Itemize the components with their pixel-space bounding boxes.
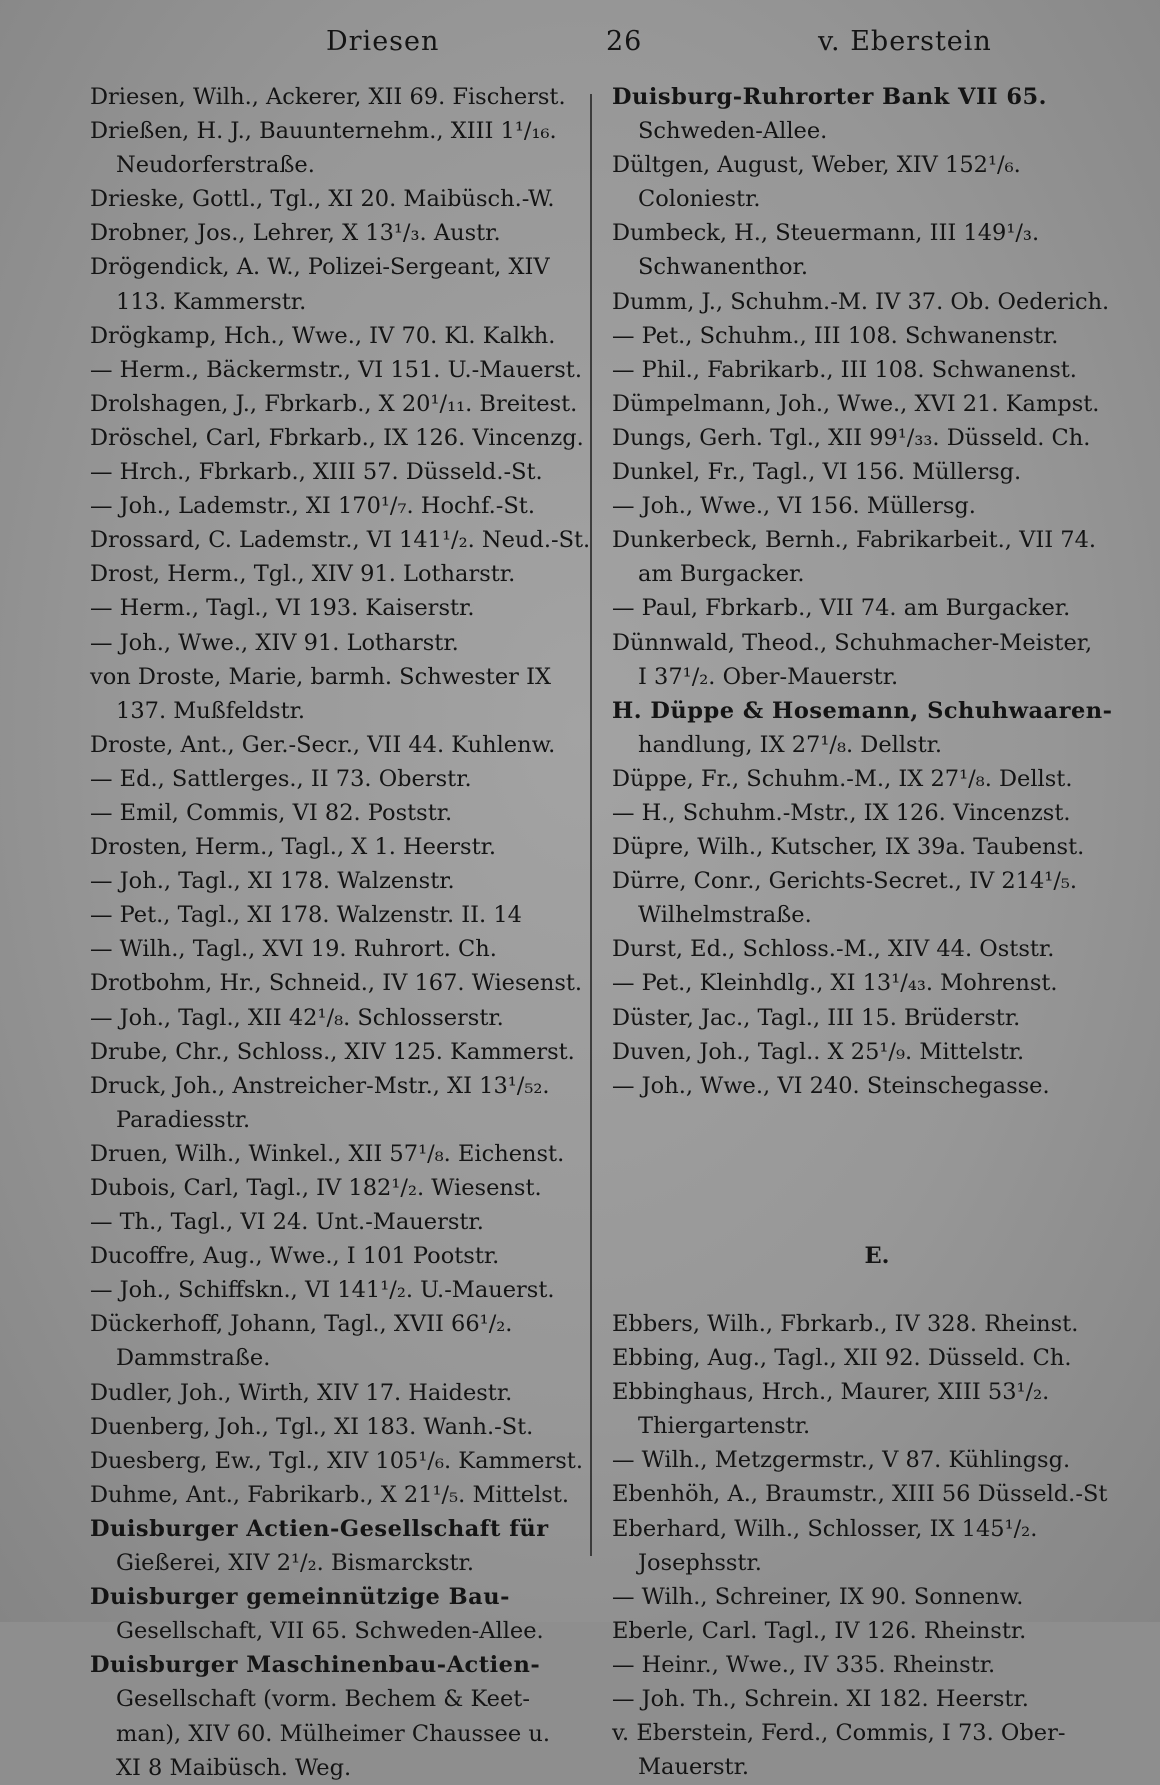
directory-entry-line: Drosten, Herm., Tagl., X 1. Heerstr. [90,834,497,861]
directory-entry-line: Drögendick, A. W., Polizei-Sergeant, XIV [90,254,550,281]
directory-entry-line: Gesellschaft, VII 65. Schweden-Allee. [116,1618,544,1645]
directory-entry-line: — Joh., Schiffskn., VI 141¹/₂. U.-Mauerst. [90,1277,555,1304]
directory-entry-line: Dumm, J., Schuhm.-M. IV 37. Ob. Oederich. [612,288,1110,315]
directory-entry-line: — Joh., Wwe., VI 156. Müllersg. [612,493,976,520]
directory-entry-line: am Burgacker. [638,561,805,588]
directory-entry-line: Dubois, Carl, Tagl., IV 182¹/₂. Wiesenst. [90,1175,542,1201]
directory-entry-line: Gießerei, XIV 2¹/₂. Bismarckstr. [116,1550,474,1577]
directory-entry-line: Duhme, Ant., Fabrikarb., X 21¹/₅. Mittelst. [90,1481,570,1508]
directory-entry-line: Drobner, Jos., Lehrer, X 13¹/₃. Austr. [90,220,501,247]
directory-entry-line: Ebbers, Wilh., Fbrkarb., IV 328. Rheinst. [612,1311,1079,1337]
directory-entry-line: Ducoffre, Aug., Wwe., I 101 Pootstr. [90,1243,500,1270]
section-gap [612,1103,1142,1239]
directory-entry-line: — Th., Tagl., VI 24. Unt.-Mauerstr. [90,1209,484,1236]
directory-entry-line: — Hrch., Fbrkarb., XIII 57. Düsseld.-St. [90,459,543,486]
directory-entry-line: — Phil., Fabrikarb., III 108. Schwanenst. [612,356,1077,383]
directory-entry-line: H. Düppe & Hosemann, Schuhwaaren- [612,697,1113,724]
directory-entry-line: Drotbohm, Hr., Schneid., IV 167. Wiesenst. [90,970,583,997]
directory-entry-line: Duesberg, Ew., Tgl., XIV 105¹/₆. Kammerst. [90,1447,583,1474]
directory-entry-line: handlung, IX 27¹/₈. Dellstr. [638,731,943,758]
section-heading: E. [864,1242,890,1269]
directory-entry-line: Dückerhoff, Johann, Tagl., XVII 66¹/₂. [90,1311,513,1338]
directory-entry-line: — Paul, Fbrkarb., VII 74. am Burgacker. [612,595,1071,622]
directory-entry-line: Dröschel, Carl, Fbrkarb., IX 126. Vincenzg. [90,424,584,451]
directory-entry-line: Düster, Jac., Tagl., III 15. Brüderstr. [612,1004,1021,1031]
directory-entry-line: — Pet., Tagl., XI 178. Walzenstr. II. 14 [90,902,522,929]
page-header [0,26,1160,66]
directory-entry-line: Eberle, Carl. Tagl., IV 126. Rheinstr. [612,1617,1027,1644]
directory-entry-line: Dudler, Joh., Wirth, XIV 17. Haidestr. [90,1379,513,1406]
right-column [612,80,1142,1784]
directory-entry-line: Dunkel, Fr., Tagl., VI 156. Müllersg. [612,459,1022,486]
directory-entry-line: Driesen, Wilh., Ackerer, XII 69. Fischerst. [90,84,566,110]
directory-entry-line: Düpre, Wilh., Kutscher, IX 39a. Taubenst. [612,834,1085,861]
directory-entry-line: Schweden-Allee. [638,118,828,145]
header-right-catchword: v. Eberstein [818,26,992,57]
directory-entry-line: Duisburger gemeinnützige Bau- [90,1584,510,1611]
directory-entry-line: — Wilh., Metzgermstr., V 87. Kühlingsg. [612,1447,1071,1474]
directory-entry-line: Druck, Joh., Anstreicher-Mstr., XI 13¹/₅₂. [90,1072,550,1099]
directory-entry-line: XI 8 Maibüsch. Weg. [116,1754,352,1781]
left-column [90,80,605,1785]
directory-entry-line: 113. Kammerstr. [116,288,307,315]
directory-entry-line: — Wilh., Tagl., XVI 19. Ruhrort. Ch. [90,936,497,963]
directory-entry-line: — Joh., Lademstr., XI 170¹/₇. Hochf.-St. [90,493,535,520]
directory-entry-line: Dungs, Gerh. Tgl., XII 99¹/₃₃. Düsseld. Ch. [612,424,1091,451]
directory-entry-line: Paradiesstr. [116,1106,251,1133]
directory-entry-line: — H., Schuhm.-Mstr., IX 126. Vincenzst. [612,799,1071,826]
directory-entry-line: — Herm., Bäckermstr., VI 151. U.-Mauerst. [90,356,583,383]
directory-entry-line: Durst, Ed., Schloss.-M., XIV 44. Oststr. [612,936,1055,963]
directory-entry-line: Dünnwald, Theod., Schuhmacher-Meister, [612,629,1093,656]
directory-entry-line: Droste, Ant., Ger.-Secr., VII 44. Kuhlenw. [90,731,556,758]
directory-entry-line: man), XIV 60. Mülheimer Chaussee u. [116,1720,550,1747]
directory-entry-line: — Joh., Tagl., XII 42¹/₈. Schlosserstr. [90,1004,504,1031]
directory-entry-line: — Emil, Commis, VI 82. Poststr. [90,799,453,826]
directory-entry-line: — Wilh., Schreiner, IX 90. Sonnenw. [612,1583,1024,1610]
directory-entry-line: Drost, Herm., Tgl., XIV 91. Lotharstr. [90,561,516,588]
directory-entry-line: Drolshagen, J., Fbrkarb., X 20¹/₁₁. Breitest. [90,390,578,417]
directory-entry-line: Ebbing, Aug., Tagl., XII 92. Düsseld. Ch. [612,1345,1072,1372]
directory-entry-line: Düppe, Fr., Schuhm.-M., IX 27¹/₈. Dellst. [612,765,1073,792]
directory-entry-line: — Joh. Th., Schrein. XI 182. Heerstr. [612,1686,1029,1713]
directory-entry-line: Dumbeck, H., Steuermann, III 149¹/₃. [612,220,1040,247]
directory-entry-line: Drögkamp, Hch., Wwe., IV 70. Kl. Kalkh. [90,322,556,349]
directory-entry-line: Drube, Chr., Schloss., XIV 125. Kammerst. [90,1038,575,1065]
directory-entry-line: Josephsstr. [638,1549,762,1576]
directory-entry-line: Mauerstr. [638,1754,750,1781]
directory-entry-line: Duven, Joh., Tagl.. X 25¹/₉. Mittelstr. [612,1038,1025,1065]
directory-entry-line: von Droste, Marie, barmh. Schwester IX [90,663,551,690]
directory-entry-line [612,1273,1142,1307]
directory-entry-line: Wilhelmstraße. [638,902,812,929]
directory-entry-line: Duisburg-Ruhrorter Bank VII 65. [612,84,1047,110]
header-left-catchword: Driesen [326,26,440,57]
directory-entry-line: Dammstraße. [116,1345,271,1372]
directory-entry-line: Drießen, H. J., Bauunternehm., XIII 1¹/₁₆. [90,118,557,145]
directory-entry-line: Eberhard, Wilh., Schlosser, IX 145¹/₂. [612,1515,1038,1542]
directory-entry-line: Drossard, C. Lademstr., VI 141¹/₂. Neud.-St. [90,527,591,554]
directory-entry-line: Thiergartenstr. [638,1413,811,1440]
directory-entry-line: Duenberg, Joh., Tgl., XI 183. Wanh.-St. [90,1413,534,1440]
directory-entry-line: I 37¹/₂. Ober-Mauerstr. [638,663,899,690]
directory-entry-line: — Pet., Schuhm., III 108. Schwanenstr. [612,322,1059,349]
directory-entry-line: Dültgen, August, Weber, XIV 152¹/₆. [612,152,1021,179]
directory-entry-line: Drieske, Gottl., Tgl., XI 20. Maibüsch.-W. [90,186,555,213]
directory-entry-line: Ebenhöh, A., Braumstr., XIII 56 Düsseld.-St [612,1481,1108,1508]
directory-entry-line: — Joh., Wwe., XIV 91. Lotharstr. [90,629,459,656]
directory-entry-line: — Heinr., Wwe., IV 335. Rheinstr. [612,1651,996,1678]
directory-entry-line: — Herm., Tagl., VI 193. Kaiserstr. [90,595,475,622]
directory-entry-line: v. Eberstein, Ferd., Commis, I 73. Ober- [612,1720,1066,1747]
directory-entry-line: — Joh., Tagl., XI 178. Walzenstr. [90,868,455,895]
directory-entry-line: — Pet., Kleinhdlg., XI 13¹/₄₃. Mohrenst. [612,970,1058,997]
directory-entry-line: — Ed., Sattlerges., II 73. Oberstr. [90,765,472,792]
directory-entry-line: Dürre, Conr., Gerichts-Secret., IV 214¹/₅. [612,868,1078,895]
directory-entry-line: Coloniestr. [638,186,761,213]
directory-entry-line: Dümpelmann, Joh., Wwe., XVI 21. Kampst. [612,390,1100,417]
directory-entry-line: — Joh., Wwe., VI 240. Steinschegasse. [612,1072,1050,1099]
directory-entry-line: Schwanenthor. [638,254,808,281]
page-number: 26 [606,26,643,57]
directory-entry-line: Druen, Wilh., Winkel., XII 57¹/₈. Eichenst. [90,1140,565,1167]
directory-entry-line: 137. Mußfeldstr. [116,697,306,724]
directory-entry-line: Duisburger Actien-Gesellschaft für [90,1515,549,1542]
directory-entry-line: Neudorferstraße. [116,152,315,179]
directory-entry-line: Ebbinghaus, Hrch., Maurer, XIII 53¹/₂. [612,1379,1050,1406]
directory-entry-line: Duisburger Maschinenbau-Actien- [90,1652,541,1679]
directory-entry-line: Gesellschaft (vorm. Bechem & Keet- [116,1686,530,1713]
directory-entry-line: Dunkerbeck, Bernh., Fabrikarbeit., VII 74. [612,527,1097,554]
